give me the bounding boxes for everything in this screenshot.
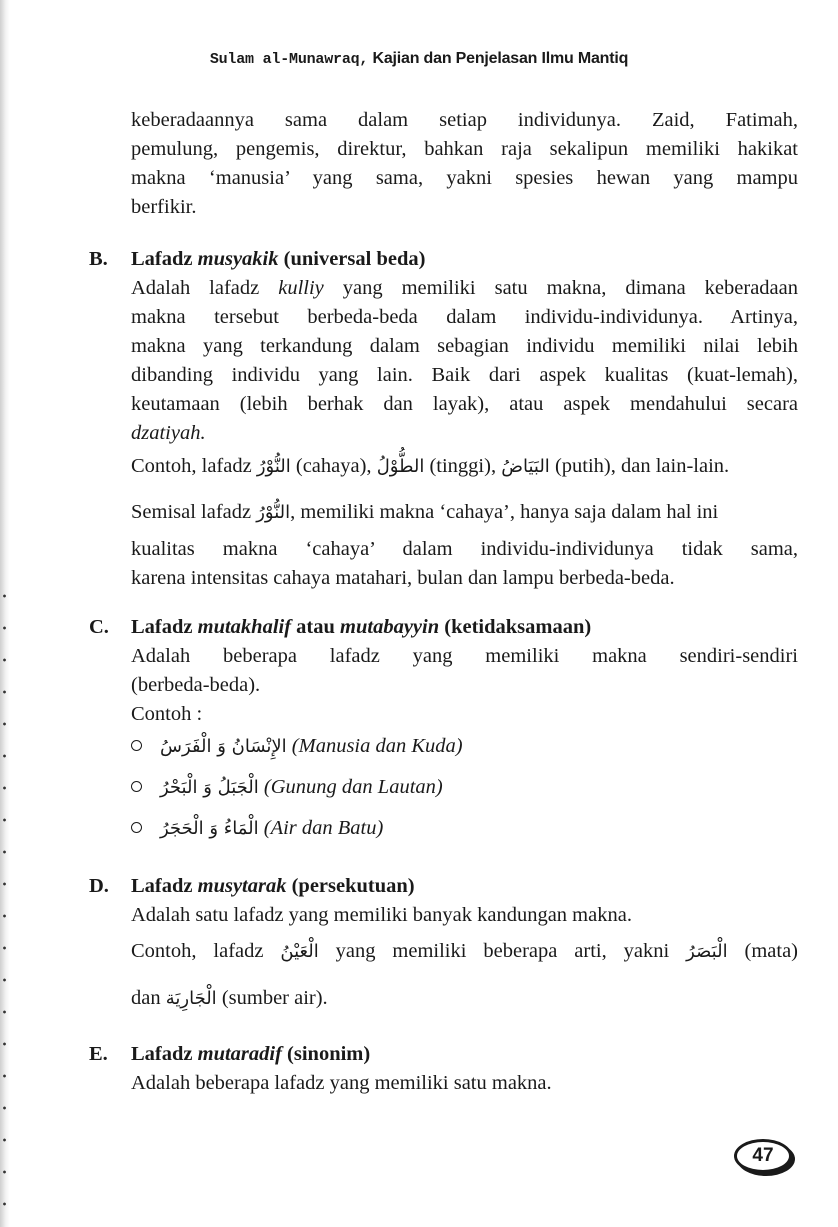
arabic-thul: الطُّوْلُ <box>376 456 425 477</box>
section-c <box>131 613 798 729</box>
section-d-marker: D. <box>89 875 109 897</box>
intro-line: makna ‘manusia’ yang sama, yakni spesies hewan yang mampu <box>131 167 798 189</box>
section-d-example <box>131 937 798 966</box>
section-b-def-line: keutamaan (lebih berhak dan layak), atau aspek mendahului secara <box>131 393 798 415</box>
section-c-def-line: Adalah beberapa lafadz yang memiliki makna sendiri-sendiri <box>131 645 798 667</box>
example-line: Contoh, lafadz النُّوْرُ (cahaya), الطُّوْلُ (tinggi), البَيَاضُ (putih), dan lain-lain. <box>131 455 730 477</box>
list-item <box>131 732 463 761</box>
section-c-term1: mutakhalif <box>197 616 292 638</box>
circle-bullet-icon <box>131 781 142 792</box>
intro-line: pemulung, pengemis, direktur, bahkan raja sekalipun memiliki hakikat <box>131 138 798 160</box>
section-c-title: Lafadz mutakhalif atau mutabayyin (ketidaksamaan) <box>131 616 592 638</box>
intro-paragraph <box>131 106 798 222</box>
binding-marks <box>2 580 7 1220</box>
section-c-marker: C. <box>89 616 109 638</box>
section-b-def-line: Adalah lafadz kulliy yang memiliki satu makna, dimana keberadaan <box>131 277 798 299</box>
tail-line: karena intensitas cahaya matahari, bulan dan lampu berbeda-beda. <box>131 567 675 589</box>
section-e <box>131 1040 798 1098</box>
section-e-def: Adalah beberapa lafadz yang memiliki satu makna. <box>131 1072 552 1094</box>
section-b-term: musyakik <box>197 248 279 270</box>
arabic-nur: النُّوْرُ <box>256 502 291 523</box>
list-item-gloss: (Air dan Batu) <box>263 817 384 839</box>
section-b <box>131 245 798 448</box>
running-header <box>0 50 838 68</box>
section-b-example <box>131 452 798 481</box>
list-item-gloss: (Manusia dan Kuda) <box>291 735 463 757</box>
list-item-arabic: الإِنْسَانُ وَ الْفَرَسُ <box>160 736 287 757</box>
arabic-nur: النُّوْرُ <box>256 456 291 477</box>
tail-line: kualitas makna ‘cahaya’ dalam individu-individunya tidak sama, <box>131 538 798 560</box>
section-e-title: Lafadz mutaradif (sinonim) <box>131 1043 371 1065</box>
intro-line: keberadaannya sama dalam setiap individunya. Zaid, Fatimah, <box>131 109 798 131</box>
section-d <box>131 872 798 930</box>
section-d-def: Adalah satu lafadz yang memiliki banyak kandungan makna. <box>131 904 632 926</box>
contoh-label: Contoh : <box>131 703 203 725</box>
section-c-term2: mutabayyin <box>340 616 440 638</box>
list-item <box>131 773 443 802</box>
section-d-title: Lafadz musytarak (persekutuan) <box>131 875 415 897</box>
section-b-tail <box>131 535 798 593</box>
section-b-def-line: makna tersebut berbeda-beda dalam individu-individunya. Artinya, <box>131 306 798 328</box>
arabic-bashar: الْبَصَرُ <box>686 941 728 962</box>
list-item <box>131 814 383 843</box>
section-d-example-line: Contoh, lafadz الْعَيْنُ yang memiliki beberapa arti, yakni الْبَصَرُ (mata) <box>131 940 798 962</box>
section-b-def-line <box>131 419 798 448</box>
book-title-prefix: Sulam al-Munawraq, <box>209 51 369 68</box>
section-d-example-line: dan الْجَارِيَة (sumber air). <box>131 987 328 1009</box>
section-c-def-line: (berbeda-beda). <box>131 674 261 696</box>
arabic-jariyah: الْجَارِيَة <box>165 988 217 1009</box>
section-b-def-line: makna yang terkandung dalam sebagian individu memiliki nilai lebih <box>131 335 798 357</box>
section-e-term: mutaradif <box>197 1043 282 1065</box>
arabic-bayadh: البَيَاضُ <box>501 456 550 477</box>
circle-bullet-icon <box>131 740 142 751</box>
section-b-marker: B. <box>89 248 108 270</box>
arabic-ain: الْعَيْنُ <box>280 941 319 962</box>
list-item-arabic: الْمَاءُ وَ الْحَجَرُ <box>160 818 259 839</box>
book-title-rest: Kajian dan Penjelasan Ilmu Mantiq <box>372 50 629 67</box>
circle-bullet-icon <box>131 822 142 833</box>
intro-line: berfikir. <box>131 196 197 218</box>
list-item-arabic: الْجَبَلُ وَ الْبَحْرُ <box>160 777 259 798</box>
section-d-term: musytarak <box>197 875 287 897</box>
section-b-semisal <box>131 498 798 527</box>
dzatiyah-term: dzatiyah. <box>131 422 206 444</box>
page-number-badge: 47 <box>734 1139 792 1173</box>
section-b-title: Lafadz musyakik (universal beda) <box>131 248 426 270</box>
semisal-line: Semisal lafadz النُّوْرُ, memiliki makna ‘cahaya’, hanya saja dalam hal ini <box>131 501 719 523</box>
section-d-example-2 <box>131 984 798 1013</box>
list-item-gloss: (Gunung dan Lautan) <box>263 776 443 798</box>
section-e-marker: E. <box>89 1043 108 1065</box>
section-b-def-line: dibanding individu yang lain. Baik dari aspek kualitas (kuat-lemah), <box>131 364 798 386</box>
kulliy-term: kulliy <box>278 277 324 299</box>
